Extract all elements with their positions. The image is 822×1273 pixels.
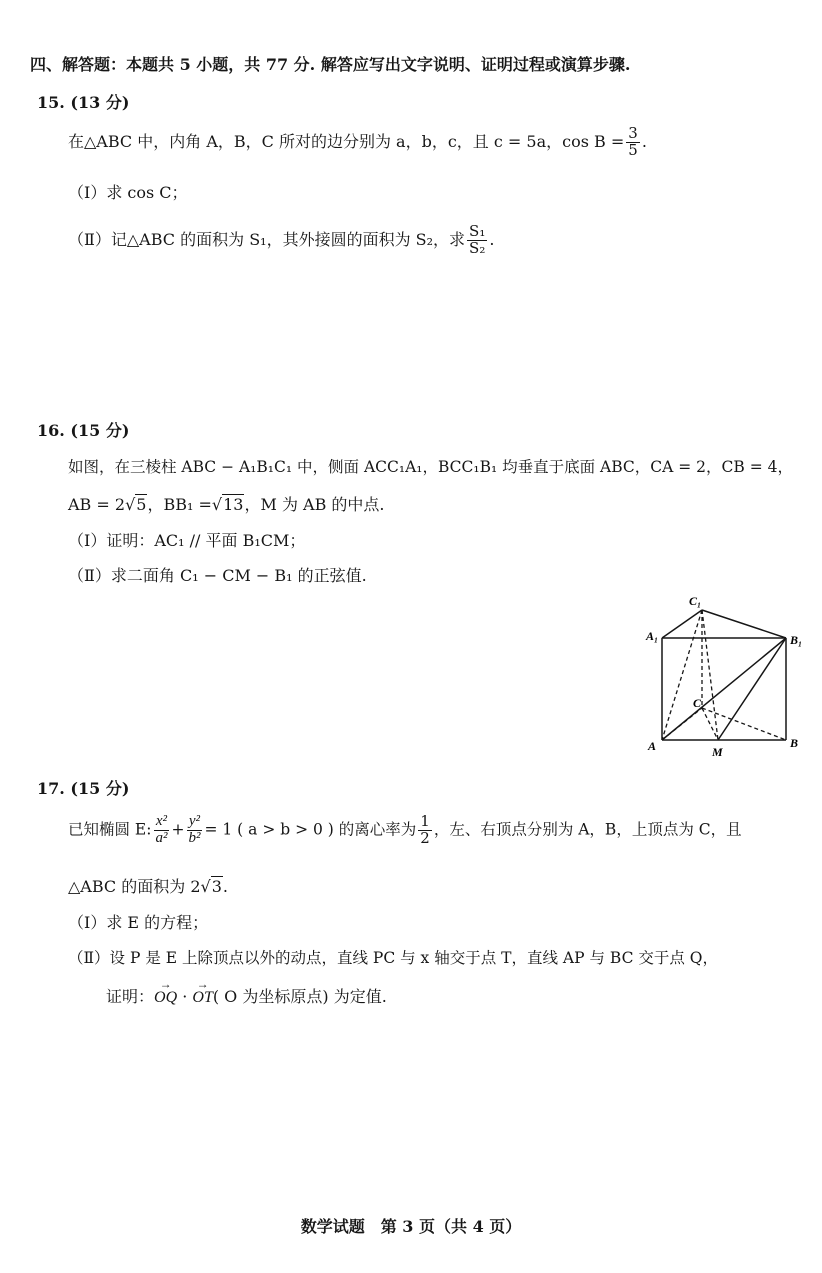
section-heading: 四、解答题：本题共 5 小题，共 77 分. 解答应写出文字说明、证明过程或演算步骤. <box>30 55 631 74</box>
q15-stem <box>68 126 647 159</box>
q15-part2-end: . <box>489 229 495 249</box>
q16-part2: （Ⅱ）求二面角 C₁ − CM − B₁ 的正弦值. <box>68 566 367 585</box>
fraction-numerator: x² <box>155 813 168 829</box>
q16-stem-text: AB = 2 <box>68 495 126 514</box>
label-c1: C₁ <box>689 594 702 608</box>
q17-part1: （Ⅰ）求 E 的方程； <box>68 913 209 932</box>
q15-part1: （Ⅰ）求 cos C； <box>68 183 188 202</box>
q15-stem-end: . <box>641 131 647 151</box>
q15-number: 15. (13 分) <box>37 93 130 112</box>
q17-part2-line2 <box>106 984 387 1007</box>
radicand: 5 <box>136 495 147 514</box>
vector-ot: → OT <box>192 989 212 1007</box>
label-a1: A₁ <box>646 629 659 643</box>
sqrt-5: √5 <box>125 495 147 514</box>
sqrt-3: √3 <box>200 877 222 896</box>
q17-part2-text: 证明： <box>106 987 155 1006</box>
fraction-denominator: b² <box>188 829 201 846</box>
label-c: C <box>693 696 702 710</box>
q15-part2 <box>68 224 494 257</box>
q16-stem-text: ，M 为 AB 的中点. <box>244 495 385 514</box>
plus-sign: + <box>171 820 185 839</box>
fraction-numerator: 3 <box>628 124 638 142</box>
q15-s-ratio-fraction <box>467 224 487 257</box>
q17-number: 17. (15 分) <box>37 779 130 798</box>
fraction-denominator: 5 <box>628 140 638 159</box>
fraction-numerator: 1 <box>420 812 430 830</box>
q16-stem-text: ，BB₁ = <box>147 495 212 514</box>
q16-part1: （Ⅰ）证明：AC₁ // 平面 B₁CM； <box>68 531 306 550</box>
q17-stem-text: △ABC 的面积为 2 <box>68 877 201 896</box>
fraction-denominator: a² <box>155 829 168 846</box>
fraction-denominator: S₂ <box>469 238 486 257</box>
fraction-numerator: S₁ <box>469 222 486 240</box>
q15-cosb-fraction <box>626 126 640 159</box>
dot-operator: · <box>177 987 193 1006</box>
ellipse-x-fraction <box>153 814 169 847</box>
q16-number: 16. (15 分) <box>37 421 130 440</box>
prism-figure <box>640 590 815 765</box>
fraction-numerator: y² <box>188 813 201 829</box>
q17-part2-text: ( O 为坐标原点) 为定值. <box>212 987 387 1006</box>
label-b: B <box>790 736 799 750</box>
label-m: M <box>712 745 723 759</box>
q17-stem-text: ，左、右顶点分别为 A，B，上顶点为 C，且 <box>433 820 742 839</box>
q17-stem-line1 <box>68 814 742 847</box>
q17-stem-text: 已知椭圆 E: <box>68 820 152 839</box>
radicand: 3 <box>211 877 222 896</box>
label-a: A <box>648 739 657 753</box>
page-footer: 数学试题 第 3 页（共 4 页） <box>300 1217 522 1236</box>
q15-part2-text: （Ⅱ）记△ABC 的面积为 S₁，其外接圆的面积为 S₂，求 <box>68 229 466 249</box>
q16-stem-line1: 如图，在三棱柱 ABC − A₁B₁C₁ 中，侧面 ACC₁A₁，BCC₁B₁ 均垂直于底面 ABC，CA = 2，CB = 4， <box>68 458 793 476</box>
q17-stem-text: . <box>222 877 228 896</box>
eccentricity-fraction <box>418 814 432 847</box>
q17-part2-line1: （Ⅱ）设 P 是 E 上除顶点以外的动点，直线 PC 与 x 轴交于点 T，直线 AP 与 BC 交于点 Q， <box>68 949 718 967</box>
q15-stem-text: 在△ABC 中，内角 A，B，C 所对的边分别为 a，b，c，且 c = 5a，cos B = <box>68 131 625 151</box>
q17-stem-line2 <box>68 874 228 897</box>
vector-oq: → OQ <box>154 989 177 1007</box>
fraction-denominator: 2 <box>420 828 430 847</box>
label-b1: B₁ <box>790 633 803 647</box>
q16-stem-line2 <box>68 492 385 515</box>
q17-stem-text: = 1 ( a > b > 0 ) 的离心率为 <box>204 820 417 839</box>
radicand: 13 <box>223 495 244 514</box>
sqrt-13: √13 <box>211 495 244 514</box>
ellipse-y-fraction <box>186 814 202 847</box>
